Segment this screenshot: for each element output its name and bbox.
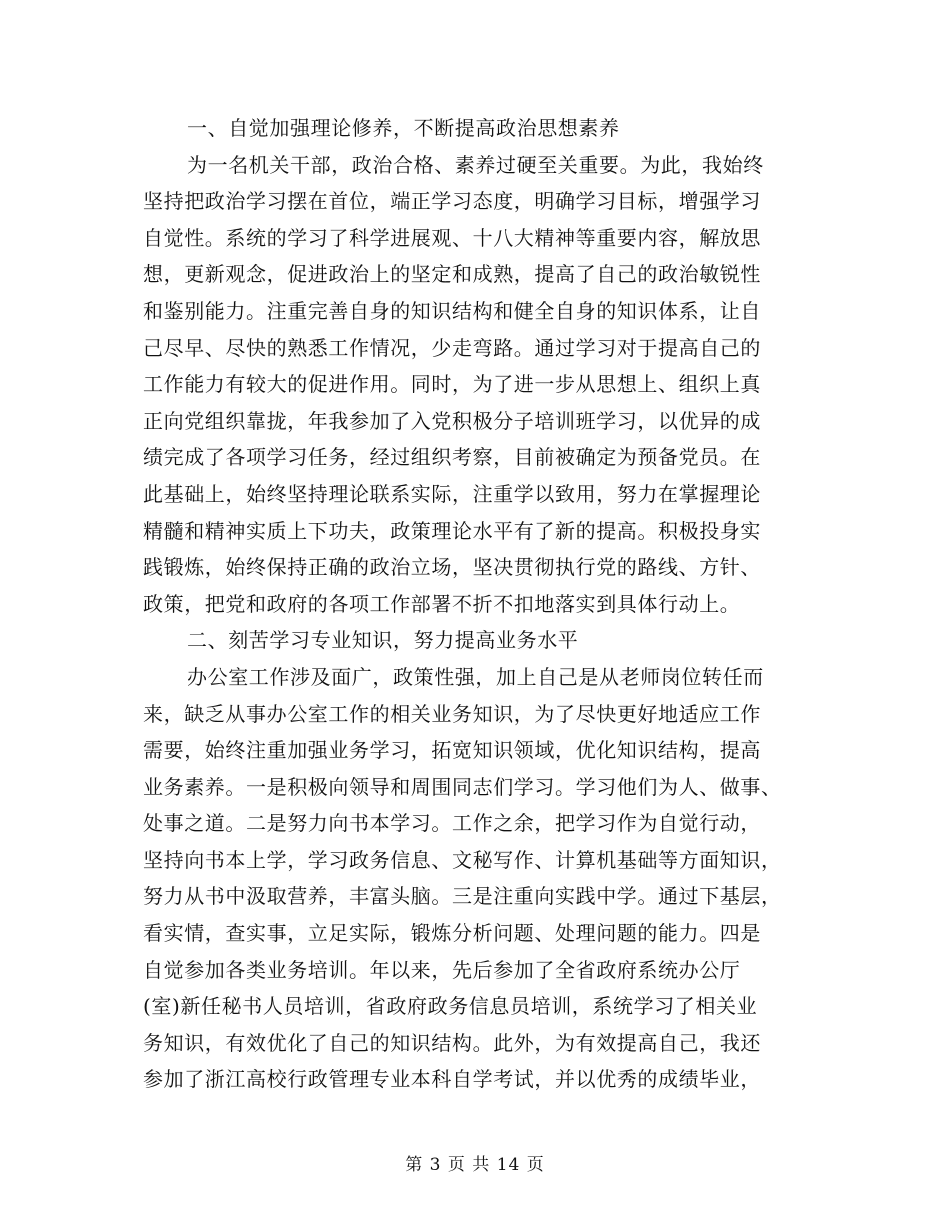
paragraph-line: 坚持向书本上学，学习政务信息、文秘写作、计算机基础等方面知识，	[143, 847, 782, 872]
paragraph-line: 政策，把党和政府的各项工作部署不折不扣地落实到具体行动上。	[143, 591, 741, 616]
paragraph-line: 工作能力有较大的促进作用。同时，为了进一步从思想上、组织上真	[143, 372, 761, 397]
paragraph-line: 自觉参加各类业务培训。年以来，先后参加了全省政府系统办公厅	[143, 957, 741, 982]
paragraph-line: 努力从书中汲取营养，丰富头脑。三是注重向实践中学。通过下基层，	[143, 884, 782, 909]
page-number-footer: 第 3 页 共 14 页	[405, 1155, 545, 1175]
paragraph-line: 来，缺乏从事办公室工作的相关业务知识，为了尽快更好地适应工作	[143, 701, 761, 726]
paragraph-line: 务知识，有效优化了自己的知识结构。此外，为有效提高自己，我还	[143, 1030, 761, 1055]
section-heading-2: 二、刻苦学习专业知识，努力提高业务水平	[187, 628, 579, 653]
paragraph-line: 精髓和精神实质上下功夫，政策理论水平有了新的提高。积极投身实	[143, 518, 761, 543]
paragraph-line: 正向党组织靠拢，年我参加了入党积极分子培训班学习，以优异的成	[143, 408, 761, 433]
paragraph-line: 此基础上，始终坚持理论联系实际，注重学以致用，努力在掌握理论	[143, 481, 761, 506]
paragraph-line: 办公室工作涉及面广，政策性强，加上自己是从老师岗位转任而	[187, 664, 764, 689]
document-body	[143, 110, 808, 1098]
paragraph-line: 和鉴别能力。注重完善自身的知识结构和健全自身的知识体系，让自	[143, 298, 761, 323]
paragraph-line: 看实情，查实事，立足实际，锻炼分析问题、处理问题的能力。四是	[143, 921, 761, 946]
paragraph-line: 绩完成了各项学习任务，经过组织考察，目前被确定为预备党员。在	[143, 445, 761, 470]
paragraph-line: 自觉性。系统的学习了科学进展观、十八大精神等重要内容，解放思	[143, 225, 761, 250]
paragraph-line: 己尽早、尽快的熟悉工作情况，少走弯路。通过学习对于提高自己的	[143, 335, 761, 360]
paragraph-line: 业务素养。一是积极向领导和周围同志们学习。学习他们为人、做事、	[143, 774, 782, 799]
paragraph-line: 参加了浙江高校行政管理专业本科自学考试，并以优秀的成绩毕业，	[143, 1067, 761, 1092]
paragraph-line: 需要，始终注重加强业务学习，拓宽知识领域，优化知识结构，提高	[143, 738, 761, 763]
paragraph-line: 为一名机关干部，政治合格、素养过硬至关重要。为此，我始终	[187, 152, 764, 177]
section-heading-1: 一、自觉加强理论修养，不断提高政治思想素养	[187, 116, 620, 140]
paragraph-line: 想，更新观念，促进政治上的坚定和成熟，提高了自己的政治敏锐性	[143, 262, 761, 287]
paragraph-line: (室)新任秘书人员培训，省政府政务信息员培训，系统学习了相关业	[143, 994, 758, 1019]
paragraph-line: 坚持把政治学习摆在首位，端正学习态度，明确学习目标，增强学习	[143, 189, 761, 214]
paragraph-line: 践锻炼，始终保持正确的政治立场，坚决贯彻执行党的路线、方针、	[143, 555, 761, 580]
paragraph-line: 处事之道。二是努力向书本学习。工作之余，把学习作为自觉行动，	[143, 811, 761, 836]
